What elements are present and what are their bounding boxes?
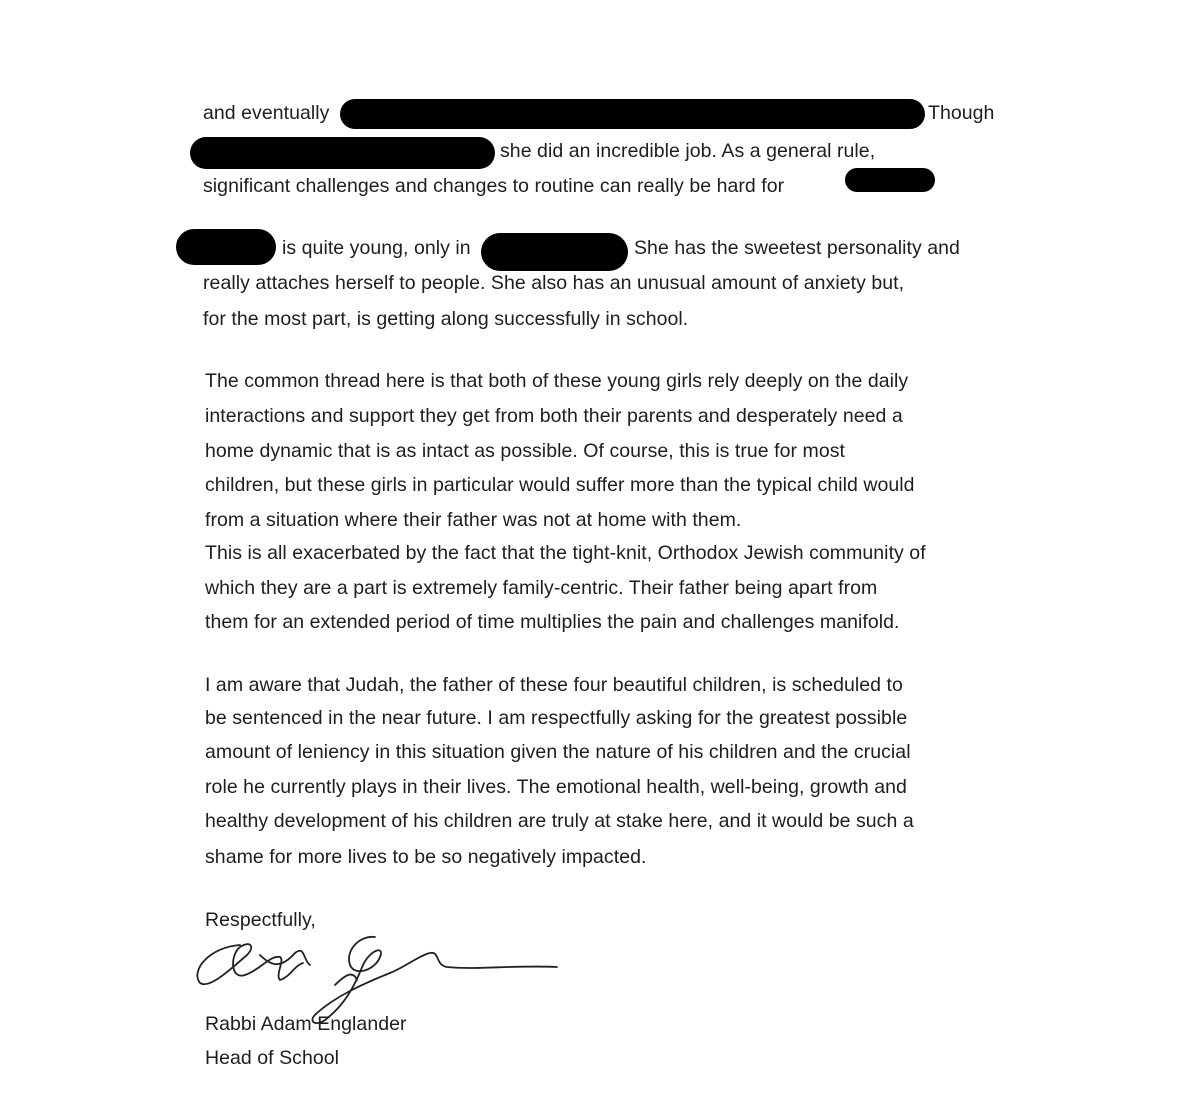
redaction-bar [481,233,628,271]
paragraph-1-line-1-end: Though [928,102,995,124]
paragraph-3-line-1: The common thread here is that both of these young girls rely deeply on the daily [205,370,909,392]
redaction-bar [176,229,276,265]
paragraph-2-line-1-start: is quite young, only in [282,237,471,259]
paragraph-2-line-1-end: She has the sweetest personality and [634,237,960,259]
paragraph-2-line-2: really attaches herself to people. She also has an unusual amount of anxiety but, [203,272,905,294]
signatory-name: Rabbi Adam Englander [205,1013,407,1035]
paragraph-4-line-1: I am aware that Judah, the father of these four beautiful children, is scheduled to [205,674,903,696]
paragraph-4-line-5: healthy development of his children are truly at stake here, and it would be such a [205,810,914,832]
paragraph-1-line-2: she did an incredible job. As a general rule, [500,140,876,162]
paragraph-3-line-8: them for an extended period of time multiplies the pain and challenges manifold. [205,611,900,633]
paragraph-3-line-7: which they are a part is extremely family-centric. Their father being apart from [205,577,878,599]
redaction-bar [190,137,495,169]
paragraph-4-line-2: be sentenced in the near future. I am respectfully asking for the greatest possible [205,707,908,729]
paragraph-3-line-3: home dynamic that is as intact as possible. Of course, this is true for most [205,440,845,462]
paragraph-2-line-3: for the most part, is getting along successfully in school. [203,308,689,330]
paragraph-3-line-5: from a situation where their father was not at home with them. [205,509,742,531]
paragraph-4-line-6: shame for more lives to be so negatively impacted. [205,846,647,868]
paragraph-4-line-4: role he currently plays in their lives. The emotional health, well-being, growth and [205,776,907,798]
signatory-title: Head of School [205,1047,340,1069]
paragraph-4-line-3: amount of leniency in this situation given the nature of his children and the crucial [205,741,911,763]
paragraph-3-line-2: interactions and support they get from both their parents and desperately need a [205,405,903,427]
paragraph-1-line-1-start: and eventually [203,102,330,124]
closing-salutation: Respectfully, [205,909,316,931]
paragraph-3-line-4: children, but these girls in particular would suffer more than the typical child would [205,474,915,496]
redaction-bar [340,99,925,129]
redaction-bar [845,168,935,192]
paragraph-1-line-3: significant challenges and changes to routine can really be hard for [203,175,785,197]
paragraph-3-line-6: This is all exacerbated by the fact that the tight-knit, Orthodox Jewish community of [205,542,926,564]
